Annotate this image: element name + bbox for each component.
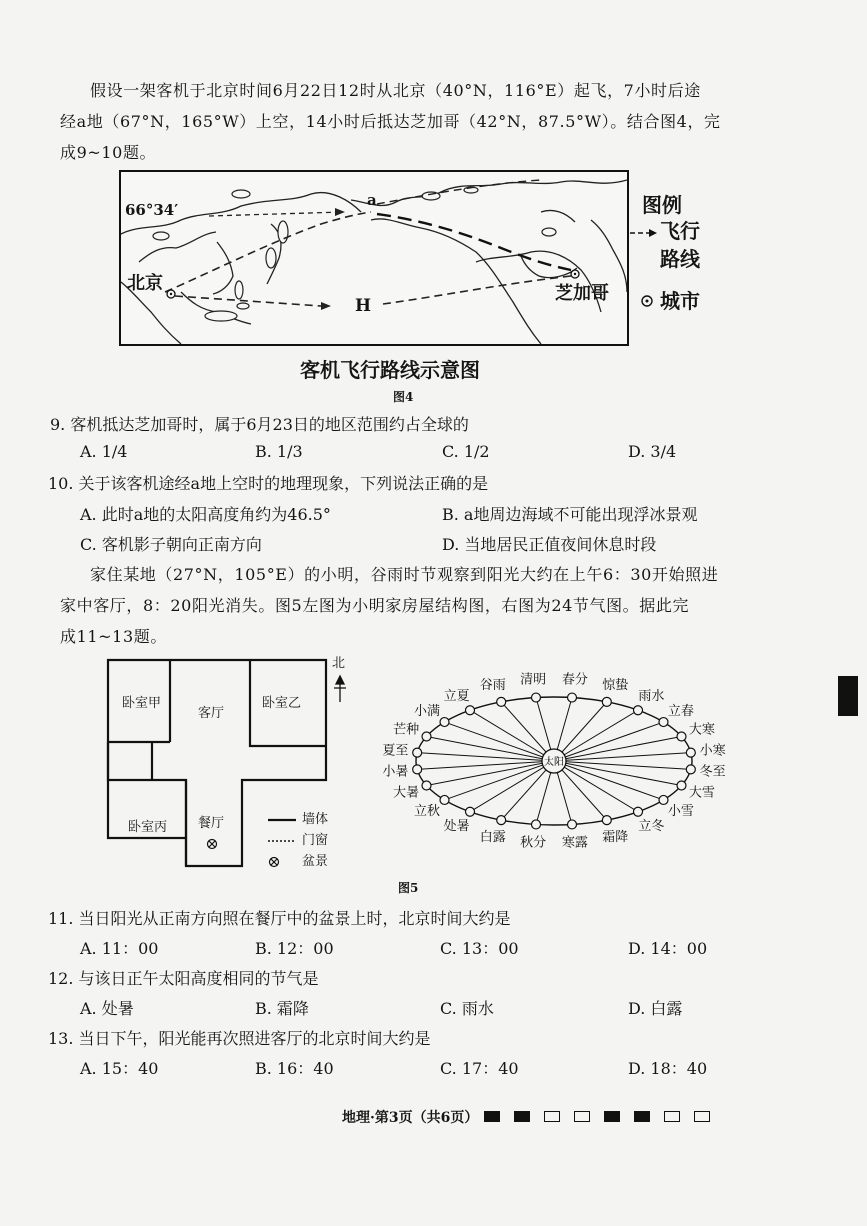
q11-option-c[interactable]: C. 13：00 xyxy=(440,939,519,958)
term-node xyxy=(422,732,431,741)
term-node xyxy=(686,748,695,757)
intro-1-line-1: 假设一架客机于北京时间6月22日12时从北京（40°N，116°E）起飞，7小时后途 xyxy=(90,81,701,100)
term-label: 秋分 xyxy=(520,835,547,851)
q9-option-d[interactable]: D. 3/4 xyxy=(628,442,677,461)
q10-option-d[interactable]: D. 当地居民正值夜间休息时段 xyxy=(442,535,657,554)
room-living: 客厅 xyxy=(198,706,225,721)
term-label: 大暑 xyxy=(393,785,420,801)
term-node xyxy=(465,807,474,816)
q13-option-d[interactable]: D. 18：40 xyxy=(628,1059,708,1078)
term-label: 白露 xyxy=(479,829,506,845)
term-node xyxy=(531,820,540,829)
q9-option-b[interactable]: B. 1/3 xyxy=(255,442,303,461)
point-h-label: H xyxy=(355,296,372,316)
term-node xyxy=(634,807,643,816)
q12-option-a[interactable]: A. 处暑 xyxy=(80,999,134,1018)
bonsai-legend-icon xyxy=(270,858,279,867)
term-node xyxy=(422,781,431,790)
intro-2-line-2: 家中客厅，8：20阳光消失。图5左图为小明家房屋结构图，右图为24节气图。据此完 xyxy=(60,596,690,615)
term-label: 小暑 xyxy=(382,764,409,780)
q9-option-c[interactable]: C. 1/2 xyxy=(442,442,490,461)
room-dining: 餐厅 xyxy=(198,816,225,831)
q10-option-a[interactable]: A. 此时a地的太阳高度角约为46.5° xyxy=(80,505,331,524)
question-13-stem: 13. 当日下午，阳光能再次照进客厅的北京时间大约是 xyxy=(48,1029,431,1048)
room-bedroom-c: 卧室丙 xyxy=(128,820,168,835)
q12-option-d[interactable]: D. 白露 xyxy=(628,999,683,1018)
legend-city-icon xyxy=(640,294,654,308)
term-node xyxy=(634,706,643,715)
term-node xyxy=(465,706,474,715)
intro-2-line-1: 家住某地（27°N，105°E）的小明，谷雨时节观察到阳光大约在上午6：30开始照进 xyxy=(90,565,719,584)
term-label: 处暑 xyxy=(443,819,470,835)
term-node xyxy=(602,697,611,706)
term-node xyxy=(686,765,695,774)
legend-door-window: 门窗 xyxy=(302,833,329,848)
chicago-label: 芝加哥 xyxy=(555,283,609,304)
arctic-circle-label: 66°34′ xyxy=(125,201,179,219)
bonsai-icon xyxy=(208,840,217,849)
q12-option-c[interactable]: C. 雨水 xyxy=(440,999,494,1018)
sun-label: 太阳 xyxy=(544,757,564,768)
map-caption: 客机飞行路线示意图 xyxy=(300,358,480,382)
q13-option-b[interactable]: B. 16：40 xyxy=(255,1059,334,1078)
term-label: 惊蛰 xyxy=(602,678,629,694)
term-label: 春分 xyxy=(561,672,588,688)
footer-mark xyxy=(544,1111,560,1122)
term-label: 大寒 xyxy=(688,722,715,738)
term-label: 雨水 xyxy=(638,688,665,704)
term-label: 芒种 xyxy=(393,722,420,738)
map-legend xyxy=(630,192,720,322)
term-label: 夏至 xyxy=(382,743,409,759)
term-label: 小满 xyxy=(414,704,441,720)
intro-1-line-2: 经a地（67°N，165°W）上空，14小时后抵达芝加哥（42°N，87.5°W）。结合图4，完 xyxy=(60,112,721,131)
route-line-icon xyxy=(630,228,658,238)
term-node xyxy=(677,781,686,790)
term-label: 立冬 xyxy=(638,819,665,835)
flight-route-map xyxy=(119,170,629,346)
term-node xyxy=(497,697,506,706)
term-label: 立秋 xyxy=(414,803,441,819)
footer-mark xyxy=(484,1111,500,1122)
legend-title: 图例 xyxy=(642,193,682,217)
q9-option-a[interactable]: A. 1/4 xyxy=(80,442,128,461)
intro-paragraph-1 xyxy=(60,75,780,168)
term-node xyxy=(659,795,668,804)
legend-wall: 墙体 xyxy=(302,812,329,827)
edge-tab-mark xyxy=(838,676,858,716)
term-node xyxy=(568,820,577,829)
room-bedroom-a: 卧室甲 xyxy=(122,696,162,711)
term-node xyxy=(413,765,422,774)
term-label: 谷雨 xyxy=(479,678,506,694)
footer-mark xyxy=(604,1111,620,1122)
footer-mark xyxy=(574,1111,590,1122)
beijing-label: 北京 xyxy=(127,273,163,294)
q11-option-a[interactable]: A. 11：00 xyxy=(80,939,159,958)
term-label: 立夏 xyxy=(443,688,470,704)
intro-2-line-3: 成11~13题。 xyxy=(60,627,167,646)
q11-option-d[interactable]: D. 14：00 xyxy=(628,939,708,958)
solar-terms-drawing xyxy=(382,658,742,868)
question-12-stem: 12. 与该日正午太阳高度相同的节气是 xyxy=(48,969,319,988)
solar-terms-diagram xyxy=(382,658,742,868)
figure-4-label: 图4 xyxy=(393,390,414,404)
legend-bonsai: 盆景 xyxy=(302,854,329,869)
term-label: 霜降 xyxy=(602,829,629,845)
term-label: 小寒 xyxy=(699,743,726,759)
term-label: 寒露 xyxy=(561,835,588,851)
q10-option-b[interactable]: B. a地周边海域不可能出现浮冰景观 xyxy=(442,505,698,524)
term-node xyxy=(602,816,611,825)
term-node xyxy=(677,732,686,741)
term-label: 冬至 xyxy=(699,764,726,780)
question-10-stem: 10. 关于该客机途经a地上空时的地理现象，下列说法正确的是 xyxy=(48,474,489,493)
q12-option-b[interactable]: B. 霜降 xyxy=(255,999,309,1018)
north-arrow-icon xyxy=(334,676,346,702)
footer-mark xyxy=(694,1111,710,1122)
term-node xyxy=(531,693,540,702)
footer-mark xyxy=(664,1111,680,1122)
term-node xyxy=(440,718,449,727)
question-11-stem: 11. 当日阳光从正南方向照在餐厅中的盆景上时，北京时间大约是 xyxy=(48,909,511,928)
intro-1-line-3: 成9~10题。 xyxy=(60,143,157,162)
term-label: 大雪 xyxy=(688,785,715,801)
footer-mark xyxy=(514,1111,530,1122)
term-label: 立春 xyxy=(667,704,694,720)
figure-5-label: 图5 xyxy=(398,881,419,895)
question-9-stem: 9. 客机抵达芝加哥时，属于6月23日的地区范围约占全球的 xyxy=(50,415,469,434)
term-node xyxy=(659,718,668,727)
legend-route-line-2: 路线 xyxy=(660,247,700,271)
footer-mark xyxy=(634,1111,650,1122)
q11-option-b[interactable]: B. 12：00 xyxy=(255,939,334,958)
intro-paragraph-2 xyxy=(60,559,780,652)
term-node xyxy=(413,748,422,757)
q10-option-c[interactable]: C. 客机影子朝向正南方向 xyxy=(80,535,262,554)
q13-option-c[interactable]: C. 17：40 xyxy=(440,1059,519,1078)
term-node xyxy=(440,795,449,804)
north-label: 北 xyxy=(332,656,346,671)
room-bedroom-b: 卧室乙 xyxy=(262,696,302,711)
term-node xyxy=(568,693,577,702)
q13-option-a[interactable]: A. 15：40 xyxy=(80,1059,159,1078)
page-footer-text: 地理·第3页（共6页） xyxy=(342,1110,479,1126)
term-label: 小雪 xyxy=(667,803,694,819)
legend-route-line-1: 飞行 xyxy=(660,219,700,243)
house-floor-plan xyxy=(100,658,358,880)
term-label: 清明 xyxy=(520,672,547,688)
point-a-label: a xyxy=(367,191,377,209)
term-node xyxy=(497,816,506,825)
legend-city: 城市 xyxy=(660,289,700,313)
